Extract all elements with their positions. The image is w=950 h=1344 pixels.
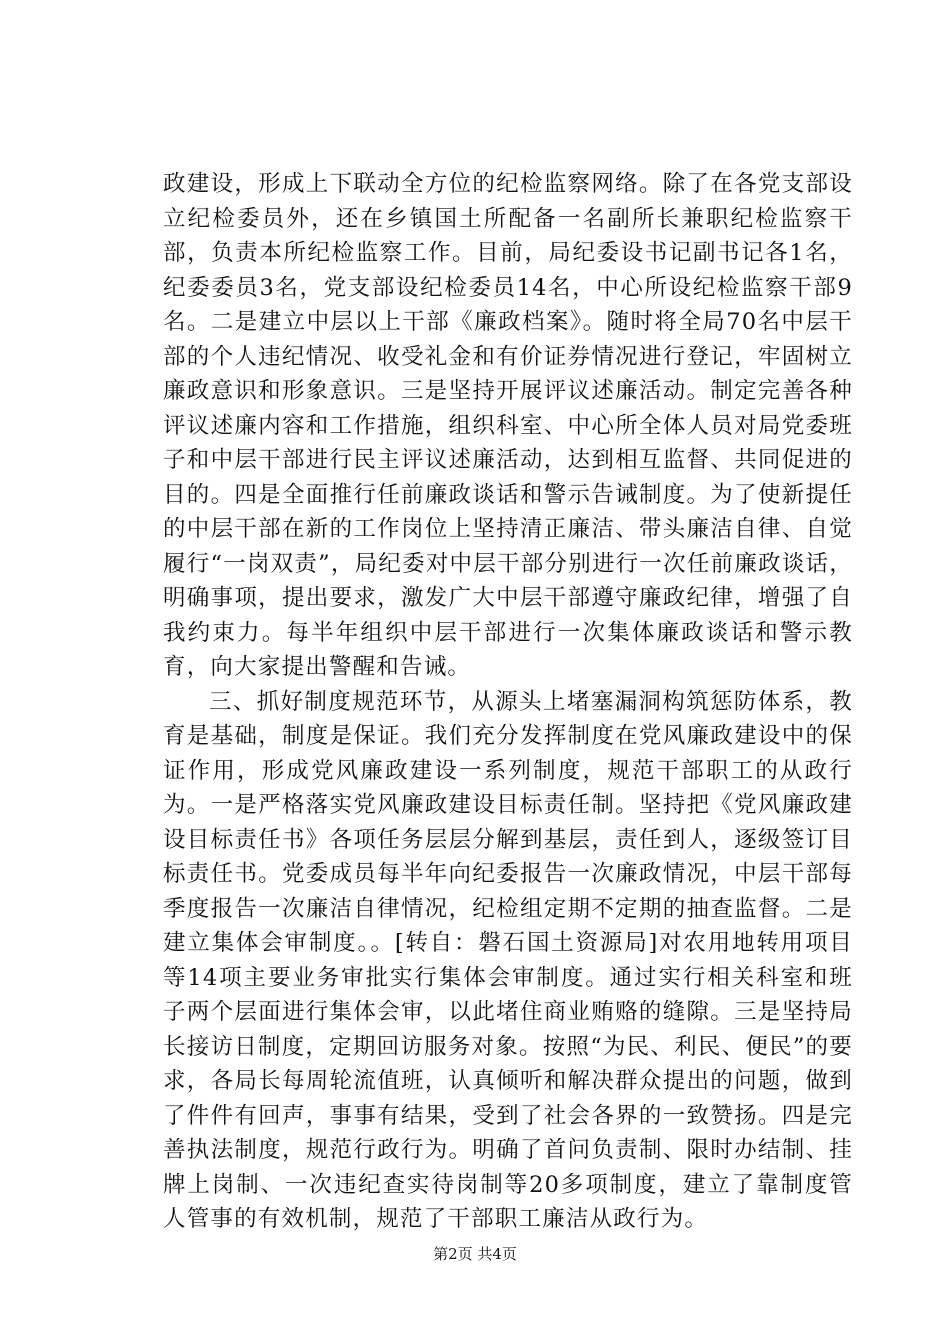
paragraph-1: 政建设，形成上下联动全方位的纪检监察网络。除了在各党支部设立纪检委员外，还在乡镇国土所配备一名副所长兼职纪检监察干部，负责本所纪检监察工作。目前，局纪委设书记副书记各1名，纪委委员3名，党支部设纪检委员14名，中心所设纪检监察干部9名。二是建立中层以上干部《廉政档案》。随时将全局70名中层干部的个人违纪情况、收受礼金和有价证券情况进行登记，牢固树立廉政意识和形象意识。三是坚持开展评议述廉活动。制定完善各种评议述廉内容和工作措施，组织科室、中心所全体人员对局党委班子和中层干部进行民主评议述廉活动，达到相互监督、共同促进的目的。四是全面推行任前廉政谈话和警示告诫制度。为了使新提任的中层干部在新的工作岗位上坚持清正廉洁、带头廉洁自律、自觉履行“一岗双责”，局纪委对中层干部分别进行一次任前廉政谈话，明确事项，提出要求，激发广大中层干部遵守廉政纪律，增强了自我约束力。每半年组织中层干部进行一次集体廉政谈话和警示教育，向大家提出警醒和告诫。 (163, 171, 853, 680)
paragraph-2: 三、抓好制度规范环节，从源头上堵塞漏洞构筑惩防体系，教育是基础，制度是保证。我们充分发挥制度在党风廉政建设中的保证作用，形成党风廉政建设一系列制度，规范干部职工的从政行为。一是严格落实党风廉政建设目标责任制。坚持把《党风廉政建设目标责任书》各项任务层层分解到基层，责任到人，逐级签订目标责任书。党委成员每半年向纪委报告一次廉政情况，中层干部每季度报告一次廉洁自律情况，纪检组定期不定期的抽查监督。二是建立集体会审制度。。[转自：磐石国土资源局]对农用地转用项目等14项主要业务审批实行集体会审制度。通过实行相关科室和班子两个层面进行集体会审，以此堵住商业贿赂的缝隙。三是坚持局长接访日制度，定期回访服务对象。按照“为民、利民、便民”的要求，各局长每周轮流值班，认真倾听和解决群众提出的问题，做到了件件有回声，事事有结果，受到了社会各界的一致赞扬。四是完善执法制度，规范行政行为。明确了首问负责制、限时办结制、挂牌上岗制、一次违纪查实待岗制等20多项制度，建立了靠制度管人管事的有效机制，规范了干部职工廉洁从政行为。 (163, 688, 853, 1232)
document-body (163, 167, 853, 1237)
page-footer: 第2页 共4页 (433, 1245, 517, 1263)
